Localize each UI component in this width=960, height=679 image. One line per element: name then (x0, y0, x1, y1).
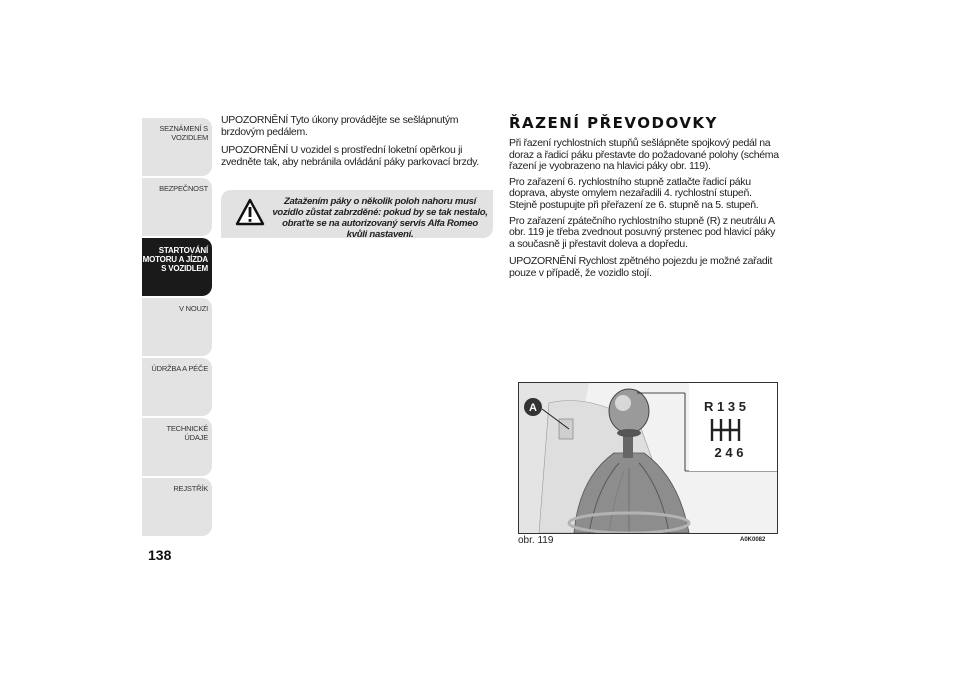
paragraph-reverse-gear: Pro zařazení zpátečního rychlostního stupně (R) z neutrálu A obr. 119 je třeba zvednout posuvný prstenec pod hlavicí páky a současně ji přestavit doleva a dopředu. (509, 214, 776, 250)
right-column (509, 138, 779, 284)
gear-pattern-bottom: 2 4 6 (714, 445, 744, 460)
chapter-tab-label: REJSTŘÍK (173, 484, 208, 493)
chapter-tab-label: TECHNICKÉ ÚDAJE (166, 424, 208, 442)
figure-caption: obr. 119 (518, 535, 554, 546)
warning-box (221, 190, 493, 238)
gear-lever-illustration (519, 383, 777, 533)
paragraph-shifting: Při řazení rychlostních stupňů sešlápněte spojkový pedál na doraz a řadicí páku přestavte do požadované polohy (schéma řazení je vyobrazeno na hlavici páky obr. 119). (509, 137, 779, 173)
note-reverse-standstill: UPOZORNĚNÍ Rychlost zpětného pojezdu je možné zařadit pouze v případě, že vozidlo stojí. (509, 255, 773, 279)
figure-code: A0K0082 (740, 537, 766, 543)
warning-triangle-icon (235, 198, 265, 226)
chapter-tab-3[interactable] (142, 238, 212, 296)
chapter-tab-1[interactable] (142, 118, 212, 176)
chapter-tab-2[interactable] (142, 178, 212, 236)
chapter-tab-5[interactable] (142, 358, 212, 416)
gear-lever-figure (518, 382, 778, 534)
chapter-tab-label: BEZPEČNOST (159, 184, 208, 193)
section-title: ŘAZENÍ PŘEVODOVKY (509, 114, 718, 132)
chapter-tab-4[interactable] (142, 298, 212, 356)
chapter-tab-label: S VOZIDLEM (161, 264, 208, 273)
chapter-tab-label: SEZNÁMENÍ S (159, 124, 208, 133)
chapter-tab-label: VOZIDLEM (171, 133, 208, 142)
warning-text: Zatažením páky o několik poloh nahoru musí vozidlo zůstat zabrzděné: pokud by se tak nestalo, obraťte se na autorizovaný servis Alfa Romeo kvůli nastavení. (272, 196, 488, 240)
page-number: 138 (148, 547, 172, 563)
chapter-tab-7[interactable] (142, 478, 212, 536)
chapter-tab-label: ÚDRŽBA A PÉČE (151, 364, 208, 373)
note-armrest: UPOZORNĚNÍ U vozidel s prostřední loketní opěrkou ji zvedněte tak, aby nebránila ovládání páky parkovací brzdy. (221, 144, 479, 168)
chapter-tab-label: MOTORU A JÍZDA (142, 255, 208, 264)
chapter-tab-label: STARTOVÁNÍ (158, 246, 208, 255)
chapter-tab-label: V NOUZI (178, 304, 208, 313)
paragraph-sixth-gear: Pro zařazení 6. rychlostního stupně zatlačte řadicí páku doprava, abyste omylem nezařadili 4. rychlostní stupeň. Stejně postupujte při přeřazení ze 6. stupně na 5. stupeň. (509, 175, 759, 211)
chapter-tab-6[interactable] (142, 418, 212, 476)
note-parking-brake-pedal: UPOZORNĚNÍ Tyto úkony provádějte se sešlápnutým brzdovým pedálem. (221, 114, 459, 138)
gear-pattern-top: R 1 3 5 (704, 399, 746, 414)
callout-a-label: A (529, 402, 537, 414)
left-column (221, 114, 493, 174)
